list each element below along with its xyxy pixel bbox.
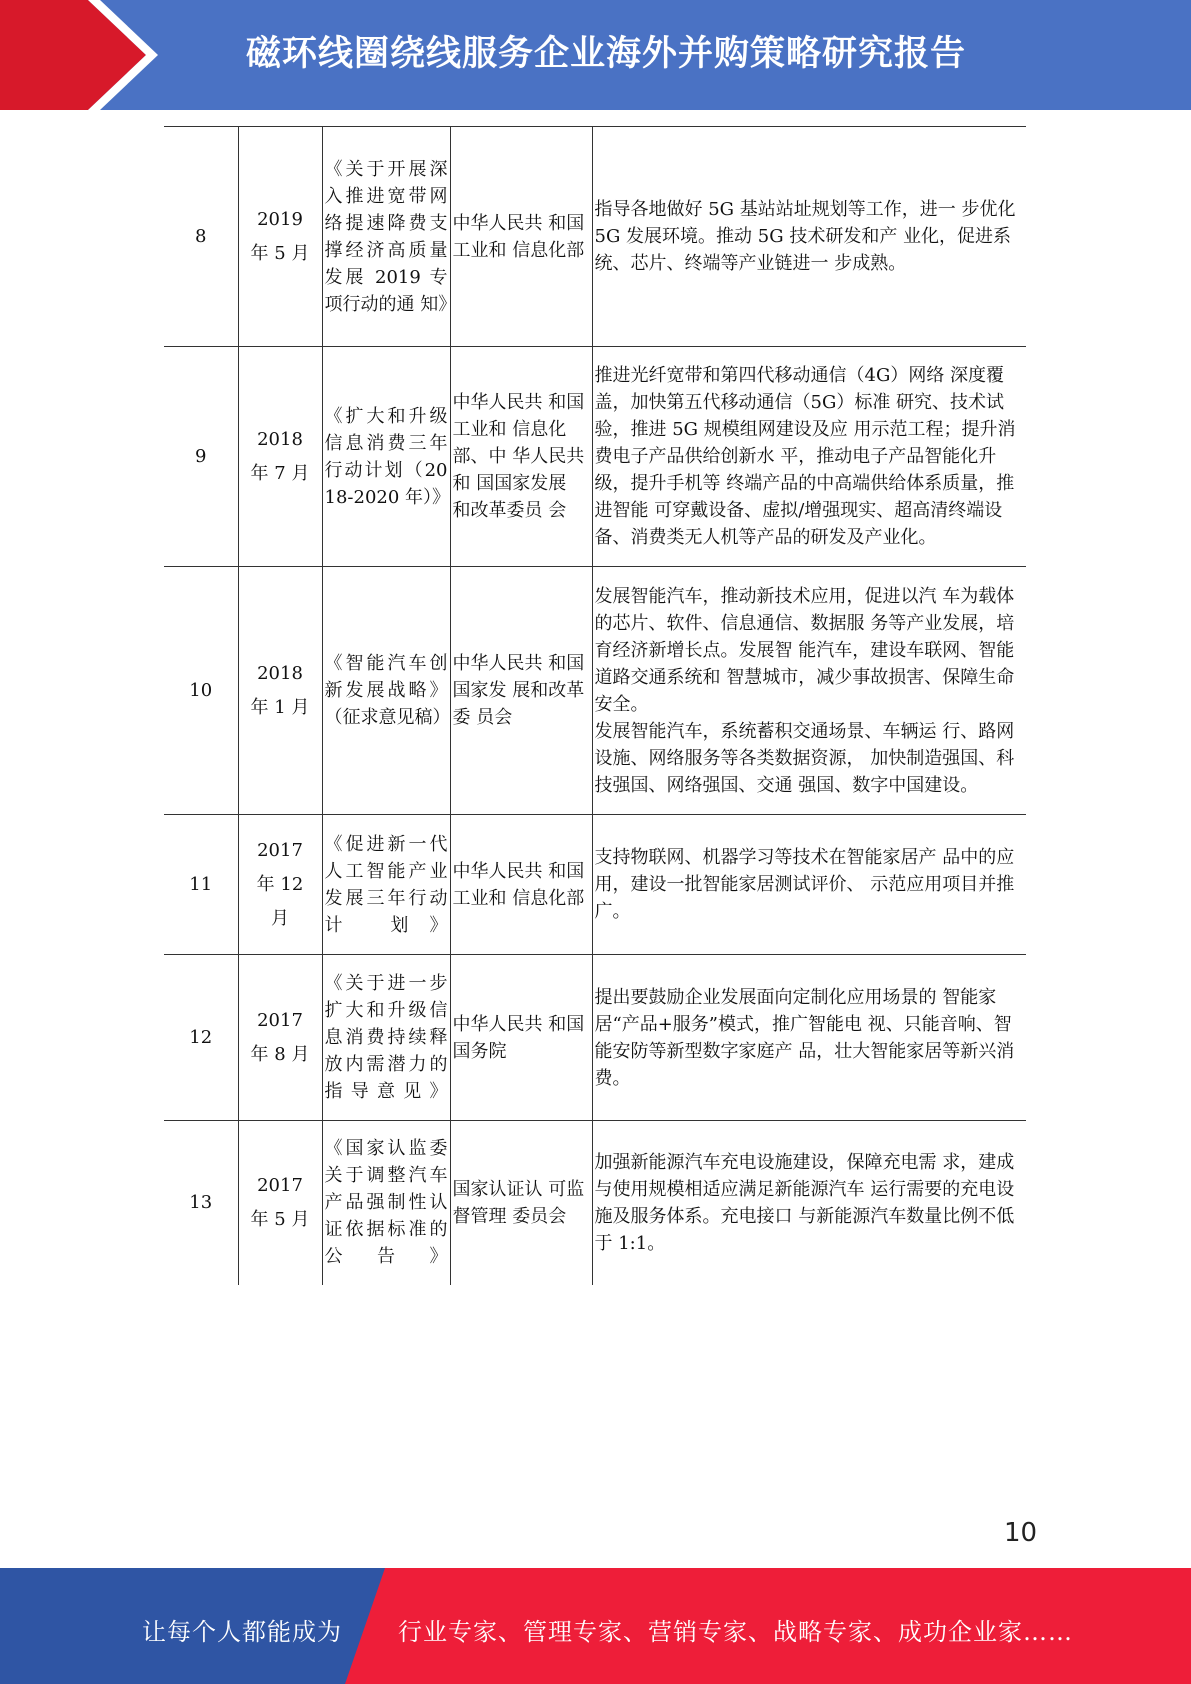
row-department: 中华人民共 和国工业和 信息化部 [450,127,592,347]
table-row [164,127,1026,347]
policy-table [164,126,1026,1285]
row-date: 2019 年 5 月 [238,127,322,347]
row-date: 2017 年 8 月 [238,955,322,1121]
row-content: 发展智能汽车，推动新技术应用，促进以汽 车为载体的芯片、软件、信息通信、数据服 务等产业发展，培育经济新增长点。发展智 能汽车，建设车联网、智能道路交通系统和 智慧城市，减少事故损害、保障生命安全。 发展智能汽车，系统蓄积交通场景、车辆运 行、路网设施、网络服务等各类数据资源， 加快制造强国、科技强国、网络强国、交通 强国、数字中国建设。 [592,567,1026,815]
row-number: 9 [164,347,238,567]
header-arrow-decoration [0,0,170,110]
table-row [164,815,1026,955]
table-row [164,567,1026,815]
row-number: 8 [164,127,238,347]
row-date: 2017 年 5 月 [238,1121,322,1285]
page-number: 10 [1004,1518,1038,1548]
row-date: 2017 年 12 月 [238,815,322,955]
row-content: 推进光纤宽带和第四代移动通信（4G）网络 深度覆盖，加快第五代移动通信（5G）标准 研究、技术试验，推进 5G 规模组网建设及应 用示范工程；提升消费电子产品供给创新水 平，推动电子产品智能化升级，提升手机等 终端产品的中高端供给体系质量，推进智能 可穿戴设备、虚拟/增强现实、超高清终端设 备、消费类无人机等产品的研发及产业化。 [592,347,1026,567]
row-content: 加强新能源汽车充电设施建设，保障充电需 求，建成与使用规模相适应满足新能源汽车 运行需要的充电设施及服务体系。充电接口 与新能源汽车数量比例不低于 1:1。 [592,1121,1026,1285]
row-department: 中华人民共 和国国家发 展和改革委 员会 [450,567,592,815]
row-department: 中华人民共 和国工业和 信息化部、中 华人民共和 国国家发展 和改革委员 会 [450,347,592,567]
row-number: 10 [164,567,238,815]
table-row [164,955,1026,1121]
row-content: 指导各地做好 5G 基站站址规划等工作，进一 步优化 5G 发展环境。推动 5G 技术研发和产 业化，促进系统、芯片、终端等产业链进一 步成熟。 [592,127,1026,347]
row-policy-title: 《国家认监委关于调整汽车产品强制性认证依据标准的公告》 [322,1121,450,1285]
row-policy-title: 《促进新一代人工智能产业发展三年行动计 划》 [322,815,450,955]
row-policy-title: 《关于进一步扩大和升级信息消费持续释放内需潜力的指导意见》 [322,955,450,1121]
footer-slogan-left: 让每个人都能成为 [142,1618,342,1646]
table-row [164,347,1026,567]
row-date: 2018 年 1 月 [238,567,322,815]
row-department: 中华人民共 和国国务院 [450,955,592,1121]
page-header [0,0,1191,110]
row-number: 11 [164,815,238,955]
row-date: 2018 年 7 月 [238,347,322,567]
row-number: 12 [164,955,238,1121]
row-number: 13 [164,1121,238,1285]
table-row [164,1121,1026,1285]
footer-slogan-right: 行业专家、管理专家、营销专家、战略专家、成功企业家…… [398,1618,1073,1646]
row-content: 支持物联网、机器学习等技术在智能家居产 品中的应用，建设一批智能家居测试评价、 示范应用项目并推广。 [592,815,1026,955]
row-policy-title: 《关于开展深入推进宽带网络提速降费支撑经济高质量发展 2019 专 项行动的通 知》 [322,127,450,347]
page-footer [0,1568,1191,1684]
row-department: 中华人民共 和国工业和 信息化部 [450,815,592,955]
report-title: 磁环线圈绕线服务企业海外并购策略研究报告 [246,34,967,74]
row-policy-title: 《智能汽车创新发展战略》（征求意见稿） [322,567,450,815]
row-policy-title: 《扩大和升级信息消费三年行动计划（2018-2020 年）》 [322,347,450,567]
row-content: 提出要鼓励企业发展面向定制化应用场景的 智能家居“产品+服务”模式，推广智能电 视、只能音响、智能安防等新型数字家庭产 品，壮大智能家居等新兴消费。 [592,955,1026,1121]
row-department: 国家认证认 可监督管理 委员会 [450,1121,592,1285]
